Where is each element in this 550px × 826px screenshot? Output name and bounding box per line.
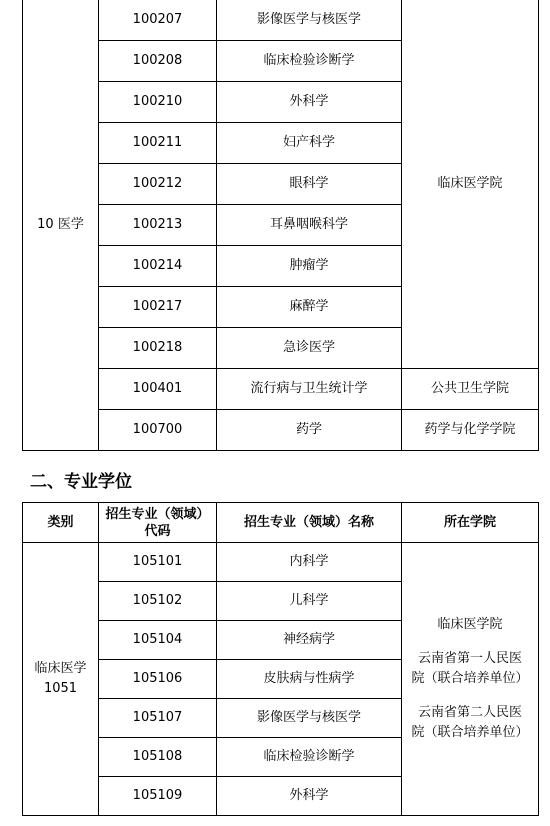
- major-name: 急诊医学: [217, 328, 402, 369]
- major-name: 临床检验诊断学: [217, 738, 402, 777]
- header-code-line1: 招生专业（领域）: [105, 506, 210, 522]
- section-heading: 二、专业学位: [30, 472, 132, 492]
- major-code: 100213: [99, 205, 217, 246]
- major-name: 耳鼻咽喉科学: [217, 205, 402, 246]
- category-cell: 10 医学: [23, 0, 99, 451]
- major-code: 100401: [99, 369, 217, 410]
- professional-degree-table: [22, 502, 539, 816]
- major-name: 眼科学: [217, 164, 402, 205]
- major-code: 105101: [99, 543, 217, 582]
- major-name: 流行病与卫生统计学: [217, 369, 402, 410]
- major-name: 麻醉学: [217, 287, 402, 328]
- major-code: 100218: [99, 328, 217, 369]
- college-line: 云南省第一人民医: [417, 651, 522, 666]
- college-cell: [402, 543, 539, 816]
- major-name: 儿科学: [217, 582, 402, 621]
- header-code: [99, 503, 217, 543]
- major-code: 100208: [99, 41, 217, 82]
- major-name: 妇产科学: [217, 123, 402, 164]
- header-row: [23, 503, 539, 543]
- college-cell: 公共卫生学院: [402, 369, 539, 410]
- category-line2: 1051: [43, 681, 78, 696]
- table-row: [23, 410, 539, 451]
- major-code: 105109: [99, 777, 217, 816]
- college-cell: 药学与化学学院: [402, 410, 539, 451]
- header-code-line2: 代码: [144, 523, 171, 539]
- college-cell: 临床医学院: [402, 0, 539, 369]
- major-code: 100700: [99, 410, 217, 451]
- header-name: 招生专业（领域）名称: [217, 503, 402, 543]
- major-code: 105106: [99, 660, 217, 699]
- major-name: 外科学: [217, 777, 402, 816]
- major-code: 100214: [99, 246, 217, 287]
- major-code: 100210: [99, 82, 217, 123]
- major-name: 内科学: [217, 543, 402, 582]
- header-college: 所在学院: [402, 503, 539, 543]
- major-code: 100207: [99, 0, 217, 41]
- college-line: 院（联合培养单位）: [411, 725, 529, 740]
- table-row: [23, 0, 539, 41]
- major-code: 100212: [99, 164, 217, 205]
- college-line: 院（联合培养单位）: [411, 671, 529, 686]
- major-name: 皮肤病与性病学: [217, 660, 402, 699]
- major-name: 临床检验诊断学: [217, 41, 402, 82]
- major-name: 外科学: [217, 82, 402, 123]
- major-code: 100211: [99, 123, 217, 164]
- college-line: 临床医学院: [437, 617, 503, 632]
- major-code: 100217: [99, 287, 217, 328]
- major-code: 105102: [99, 582, 217, 621]
- major-name: 神经病学: [217, 621, 402, 660]
- header-category: 类别: [23, 503, 99, 543]
- major-name: 药学: [217, 410, 402, 451]
- academic-degree-table: [22, 0, 539, 451]
- major-code: 105108: [99, 738, 217, 777]
- category-cell: [23, 543, 99, 816]
- major-name: 影像医学与核医学: [217, 0, 402, 41]
- major-name: 影像医学与核医学: [217, 699, 402, 738]
- major-name: 肿瘤学: [217, 246, 402, 287]
- category-line1: 临床医学: [34, 661, 87, 676]
- table-row: [23, 543, 539, 582]
- college-line: 云南省第二人民医: [417, 705, 522, 720]
- major-code: 105104: [99, 621, 217, 660]
- major-code: 105107: [99, 699, 217, 738]
- table-row: [23, 369, 539, 410]
